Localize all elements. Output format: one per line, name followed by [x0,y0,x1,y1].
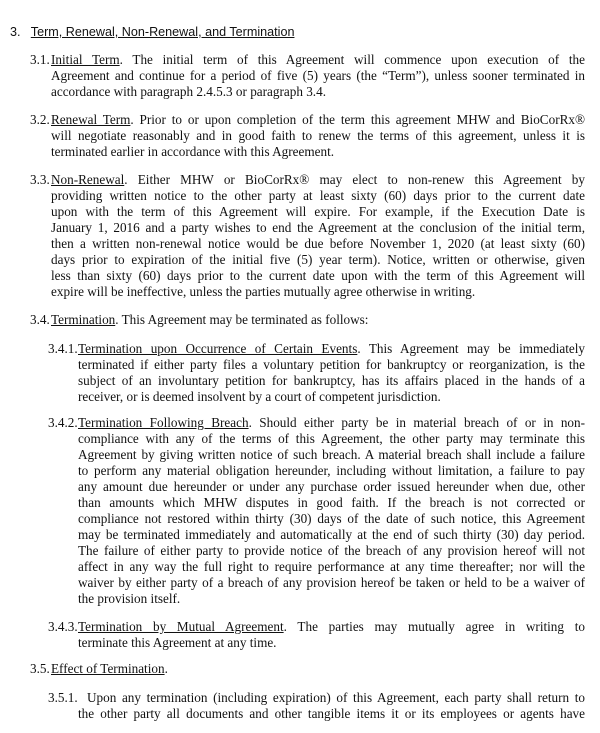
clause-3-3-line: upon with the term of this Agreement will expire. For example, if the Execution Date is [51,204,585,219]
clause-3-4-2-line: to perform any material obligation hereunder, including without limitation, a failure to pay [78,463,585,478]
clause-3-3-heading: Non-Renewal [51,172,125,187]
clause-3-4-3-heading: Termination by Mutual Agreement [78,619,284,634]
clause-3-2-number: 3.2. [30,112,50,127]
clause-3-4-2-heading: Termination Following Breach [78,415,249,430]
clause-3-2-line: terminated earlier in accordance with this Agreement. [51,144,335,159]
clause-3-4-2-line: compliance with any of the terms of this Agreement, the other party may terminate this [78,431,585,446]
clause-3-3-line: Non-Renewal. Either MHW or BioCorRx® may elect to non-renew this Agreement by [51,172,585,187]
clause-3-1-heading: Initial Term [51,52,120,67]
clause-3-4-1-line: subject of an involuntary petition for bankruptcy, has its affairs placed in the hands of a [78,373,585,388]
clause-3-4-3-line: terminate this Agreement at any time. [78,635,277,650]
clause-3-4-2-line: any amount due hereunder or under any purchase order issued hereunder when due, other [78,479,585,494]
clause-3-4-1-number: 3.4.1. [48,341,78,356]
clause-3-4-heading: Termination [51,312,116,327]
clause-3-1-line: Agreement and continue for a period of five (5) years (the “Term”), unless sooner terminated in [51,68,585,83]
clause-3-4-1-line: terminated if either party files a voluntary petition for bankruptcy or reorganization, is the [78,357,585,372]
clause-3-4-2-line: Termination Following Breach. Should either party be in material breach of or in non- [78,415,586,430]
clause-3-1-line: Initial Term. The initial term of this Agreement will commence upon execution of the [51,52,585,67]
clause-3-3-line: days prior to expiration of the initial five (5) year term). Notice, written or otherwise, given [51,252,585,267]
section-number: 3. [10,25,21,39]
section-title: Term, Renewal, Non-Renewal, and Termination [30,25,295,39]
clause-3-4-3-number: 3.4.3. [48,619,78,634]
clause-3-2-line: will negotiate reasonably and in good faith to renew the terms of this agreement, unless it is [51,128,585,143]
clause-3-5-number: 3.5. [30,661,50,676]
clause-3-4-1-heading: Termination upon Occurrence of Certain Events [78,341,358,356]
clause-3-4-2-line: than amounts which MHW disputes in good faith. If the breach is not corrected or [78,495,585,510]
clause-3-2-line: Renewal Term. Prior to or upon completion of the term this agreement MHW and BioCorRx® [51,112,585,127]
clause-3-4-1-line: Termination upon Occurrence of Certain Events. This Agreement may be immediately [78,341,585,356]
clause-3-4-3-line: Termination by Mutual Agreement. The parties may mutually agree in writing to [78,619,585,634]
clause-3-3-line: less than sixty (60) days prior to the current date upon with the term of this Agreement will [51,268,585,283]
clause-3-3-line: providing written notice to the other party at least sixty (60) days prior to the current date [51,188,585,203]
clause-3-4-2-number: 3.4.2. [48,415,78,430]
clause-3-3-line: expire will be ineffective, unless the parties mutually agree otherwise in writing. [51,284,476,299]
clause-3-4-1-line: receiver, or is deemed insolvent by a court of competent jurisdiction. [78,389,441,404]
clause-3-5-1-number: 3.5.1. [48,690,78,705]
clause-3-5-1-line: the other party all documents and other tangible items it or its employees or agents have [78,706,585,721]
clause-3-2-heading: Renewal Term [51,112,131,127]
section-heading [10,24,294,40]
clause-3-4-2-line: waiver by either party of a breach of any provision hereof be taken or held to be a waiver of [78,575,585,590]
clause-3-5-line: Effect of Termination. [51,661,168,676]
clause-3-3-number: 3.3. [30,172,50,187]
clause-3-4-2-line: the provision itself. [78,591,181,606]
clause-3-1-line: accordance with paragraph 2.4.5.3 or paragraph 3.4. [51,84,326,99]
clause-3-1-number: 3.1. [30,52,50,67]
clause-3-4-number: 3.4. [30,312,50,327]
clause-3-5-1-line: Upon any termination (including expiration) of this Agreement, each party shall return to [87,690,585,705]
clause-3-4-2-line: The failure of either party to provide notice of the breach of any provision hereof will not [78,543,585,558]
clause-3-3-line: then a written non-renewal notice would be due before November 1, 2020 (at least sixty (60) [51,236,585,251]
clause-3-4-2-line: affect in any way the full right to require performance at any time thereafter; nor will the [78,559,585,574]
clause-3-3-line: January 1, 2016 and a party wishes to end the Agreement at the conclusion of the initial term, [51,220,585,235]
clause-3-5-heading: Effect of Termination [51,661,165,676]
clause-3-4-2-line: may be terminated immediately and automatically at the end of such thirty (30) day period. [78,527,585,542]
clause-3-4-line: Termination. This Agreement may be terminated as follows: [51,312,369,327]
clause-3-4-2-line: Agreement by giving written notice of such breach. A material breach shall include a failure [78,447,585,462]
clause-3-4-2-line: compliance not restored within thirty (30) days of the date of such notice, this Agreement [78,511,585,526]
